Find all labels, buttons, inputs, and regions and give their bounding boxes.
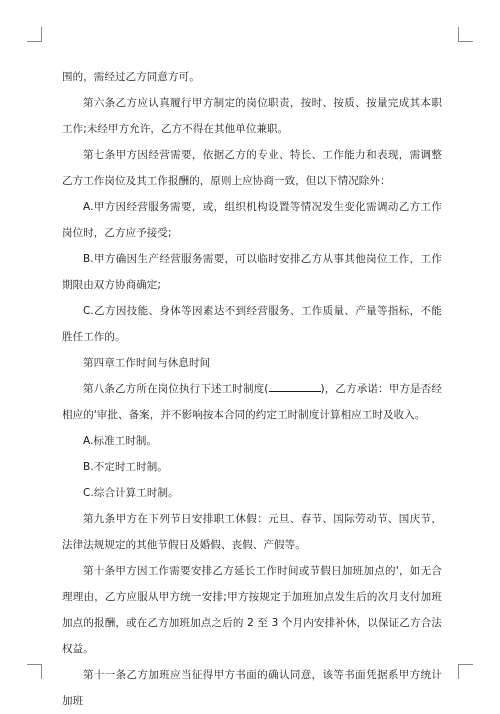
article-7-item-b: B.甲方确因生产经营服务需要，可以临时安排乙方从事其他岗位工作，工作期限由双方协商确定;: [62, 253, 442, 291]
article-8-option-c: C.综合计算工时制。: [83, 487, 179, 499]
fill-in-blank[interactable]: [269, 380, 321, 392]
chapter-4-heading: 第四章工作时间与休息时间: [83, 357, 211, 369]
crop-mark-bottom-right: [458, 664, 473, 679]
article-8-option-b: B.不定时工时制。: [83, 461, 168, 473]
article-10: 第十条甲方因工作需要安排乙方延长工作时间或节假日加班加点的'，如无合理理由，乙方应服从甲方统一安排;甲方按规定于加班加点发生后的次月支付加班加点的报酬，或在乙方加班加点之后的 2 至 3 个月内安排补休，以保证乙方合法权益。: [62, 565, 442, 655]
article-7: 第七条甲方因经营需要，依据乙方的专业、特长、工作能力和表现，需调整乙方工作岗位及其工作报酬的，原则上应协商一致，但以下情况除外：: [62, 149, 442, 187]
crop-mark-top-left: [27, 27, 42, 42]
article-8-part-1: 第八条乙方所在岗位执行下述工时制度(: [83, 383, 269, 395]
document-body: [62, 64, 442, 714]
crop-mark-bottom-left: [27, 664, 42, 679]
article-7-item-a: A.甲方因经营服务需要，或，组织机构设置等情况发生变化需调动乙方工作岗位时，乙方应予接受;: [62, 201, 442, 239]
article-7-item-c: C.乙方因技能、身体等因素达不到经营服务、工作质量、产量等指标，不能胜任工作的。: [62, 305, 442, 343]
paragraph-continuation: 围的，需经过乙方同意方可。: [62, 71, 200, 83]
article-6: 第六条乙方应认真履行甲方制定的岗位职责，按时、按质、按量完成其本职工作;未经甲方允许，乙方不得在其他单位兼职。: [62, 97, 442, 135]
article-8-part-2: )，乙方承诺：甲方是否经相应的'审批、备案，并不影响按本合同的约定工时制度计算相应工时及收入。: [62, 383, 443, 421]
article-11: 第十一条乙方加班应当征得甲方书面的确认同意，该等书面凭据系甲方统计加班: [62, 669, 442, 707]
article-8: [62, 376, 442, 428]
article-8-option-a: A.标准工时制。: [83, 435, 158, 447]
article-9: 第九条甲方在下列节日安排职工休假：元旦、春节、国际劳动节、国庆节，法律法规规定的其他节假日及婚假、丧假、产假等。: [62, 513, 442, 551]
crop-mark-top-right: [458, 27, 473, 42]
